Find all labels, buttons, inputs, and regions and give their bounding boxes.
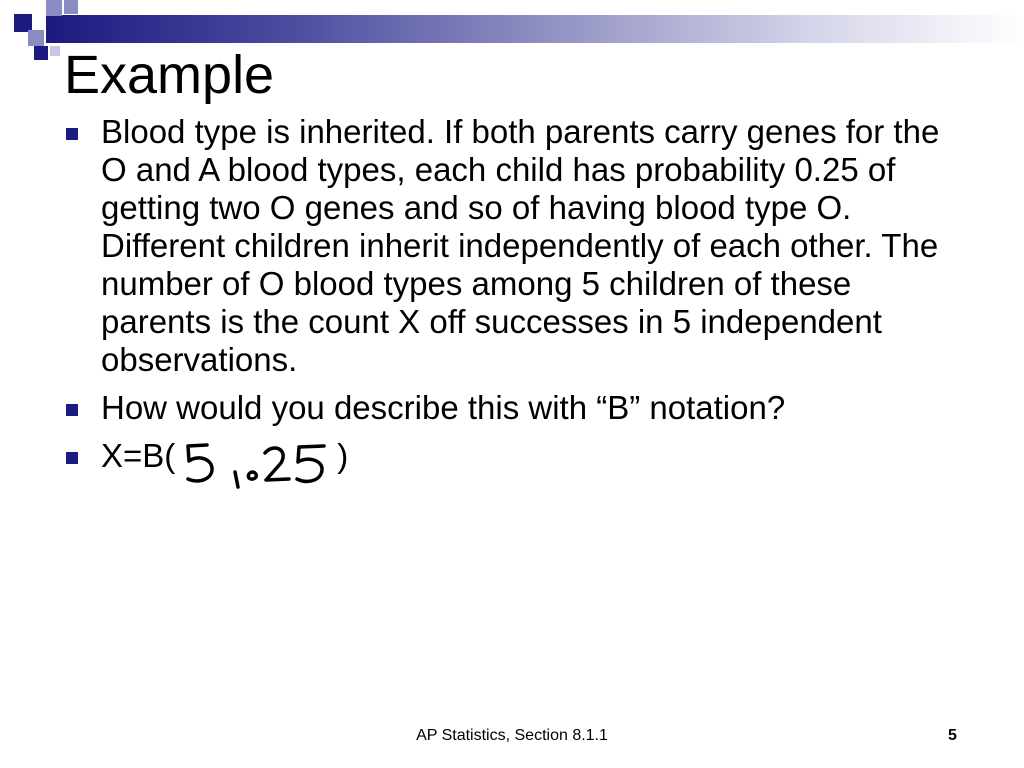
formula-suffix: ) <box>337 437 349 474</box>
bullet-item <box>64 437 964 497</box>
bullet-text: How would you describe this with “B” notation? <box>101 389 786 426</box>
bullet-text: Blood type is inherited. If both parents carry genes for the O and A blood types, each child has probability 0.25 of getting two O genes and so of having blood type O. Different children inherit independently of each other. The number of O blood types among 5 children of these parents is the count X off successes in 5 independent observations. <box>101 113 940 378</box>
bullet-square-icon <box>66 452 78 464</box>
bullet-square-icon <box>66 128 78 140</box>
decor-square <box>28 30 44 46</box>
bullet-item <box>64 113 964 379</box>
decor-square <box>64 0 78 14</box>
decor-square <box>34 46 48 60</box>
bullet-item <box>64 389 964 427</box>
handwritten-annotation <box>183 439 333 497</box>
page-number: 5 <box>948 727 957 744</box>
decor-square <box>50 46 60 56</box>
header-gradient-band <box>46 15 1024 43</box>
slide-title: Example <box>64 45 275 105</box>
bullet-square-icon <box>66 404 78 416</box>
bullet-list <box>64 113 964 507</box>
footer-text: AP Statistics, Section 8.1.1 <box>416 727 608 744</box>
formula-prefix: X=B( <box>101 437 176 474</box>
decor-square <box>46 0 62 16</box>
